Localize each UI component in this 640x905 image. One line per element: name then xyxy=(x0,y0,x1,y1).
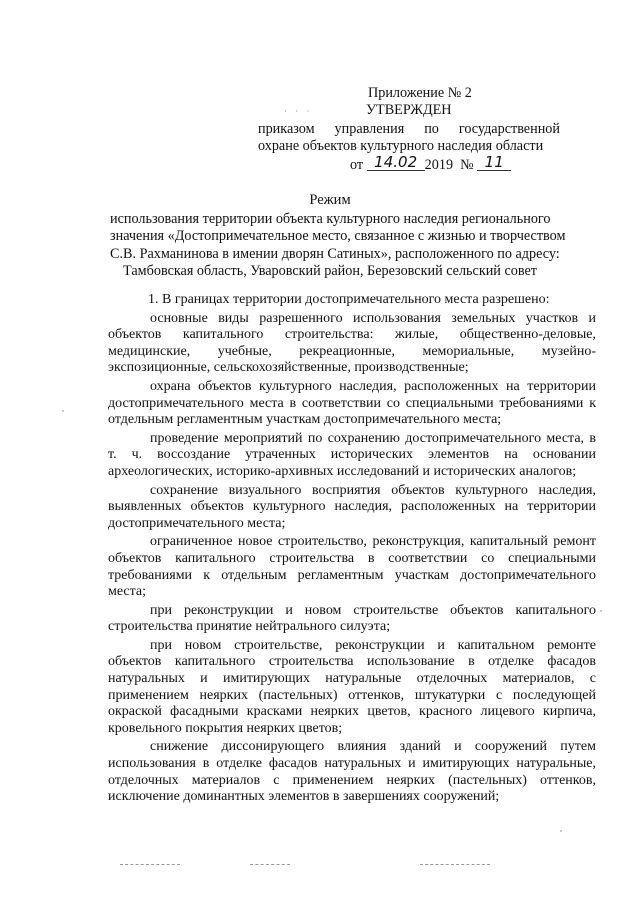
body-paragraph: ограниченное новое строительство, реконструкция, капитальный ремонт объектов капитального строительства в соответствии со специальными требованиями к отдельным регламентным участкам достопримечательного места; xyxy=(108,534,596,600)
order-date-line xyxy=(350,153,511,174)
body-paragraph: при реконструкции и новом строительстве объектов капитального строительства принятие нейтрального силуэта; xyxy=(108,602,596,635)
body-paragraph: снижение диссонирующего влияния зданий и сооружений путем использования в отделке фасадов натуральных и имитирующих натуральные, отделочных материалов с применением неярких (пастельных) оттенков, исключение доминантных элементов в завершениях сооружений; xyxy=(108,739,596,805)
order-word: по xyxy=(424,121,439,137)
title-line: значения «Достопримечательное место, связанное с жизнью и творчеством xyxy=(110,228,566,244)
section-heading: 1. В границах территории достопримечательного места разрешено: xyxy=(148,292,550,307)
order-line-2: охране объектов культурного наследия области xyxy=(258,138,544,154)
order-word: управления xyxy=(334,121,405,137)
appendix-number: Приложение № 2 xyxy=(368,85,472,101)
scan-speck xyxy=(560,830,562,832)
order-year: 2019 xyxy=(424,157,454,173)
order-line-1 xyxy=(258,120,560,138)
body-paragraph: при новом строительстве, реконструкции и капитальном ремонте объектов капитального строительства использование в отделке фасадов натуральных и имитирующих натуральные отделочных материалов, с применением неярких (пастельных) оттенков, штукатурки с последующей окраской фасадными красками неярких цветов, красного лицевого кирпича, кровельного покрытия неярких цветов; xyxy=(108,637,596,736)
document-body xyxy=(108,292,596,808)
handwritten-date: 14.02 xyxy=(367,154,425,171)
body-paragraph: сохранение визуального восприятия объектов культурного наследия, выявленных объектов культурного наследия, расположенных на территории достопримечательного места; xyxy=(108,482,596,531)
approved-stamp xyxy=(284,101,452,119)
number-sign: № xyxy=(460,157,474,173)
title-line: использования территории объекта культурного наследия регионального xyxy=(110,210,551,227)
document-title xyxy=(110,192,566,281)
scan-speck xyxy=(600,610,602,612)
title-heading: Режим xyxy=(309,192,351,208)
scan-artifact-line xyxy=(420,864,490,866)
title-line: С.В. Рахманинова в имении дворян Сатиных», расположенного по адресу: xyxy=(110,245,560,262)
body-paragraph: охрана объектов культурного наследия, расположенных на территории достопримечательного места в соответствии со специальными требованиями к отдельным регламентным участкам достопримечательного места; xyxy=(108,378,596,428)
body-paragraph: проведение мероприятий по сохранению достопримечательного места, в т. ч. воссоздание утраченных исторических элементов на основании археологических, историко-архивных исследований и исторических аналогов; xyxy=(108,430,596,479)
order-word: государственной xyxy=(458,121,560,137)
scan-speck xyxy=(62,410,64,412)
date-prefix: от xyxy=(350,157,364,173)
body-paragraph: основные виды разрешенного использования земельных участков и объектов капитального строительства: жилые, общественно-деловые, медицинские, учебные, рекреационные, мемориальные, музейно-экспозиционные, сельскохозяйственные, производственные; xyxy=(108,310,596,376)
handwritten-number: 11 xyxy=(477,154,511,171)
scan-artifact-line xyxy=(120,864,180,866)
order-word: приказом xyxy=(258,121,315,137)
title-line: Тамбовская область, Уваровский район, Березовский сельский совет xyxy=(123,263,537,279)
approved-label: УТВЕРЖДЕН xyxy=(366,102,452,118)
faint-stamp-mark: · · · xyxy=(284,106,313,116)
scan-artifact-line xyxy=(250,864,290,866)
